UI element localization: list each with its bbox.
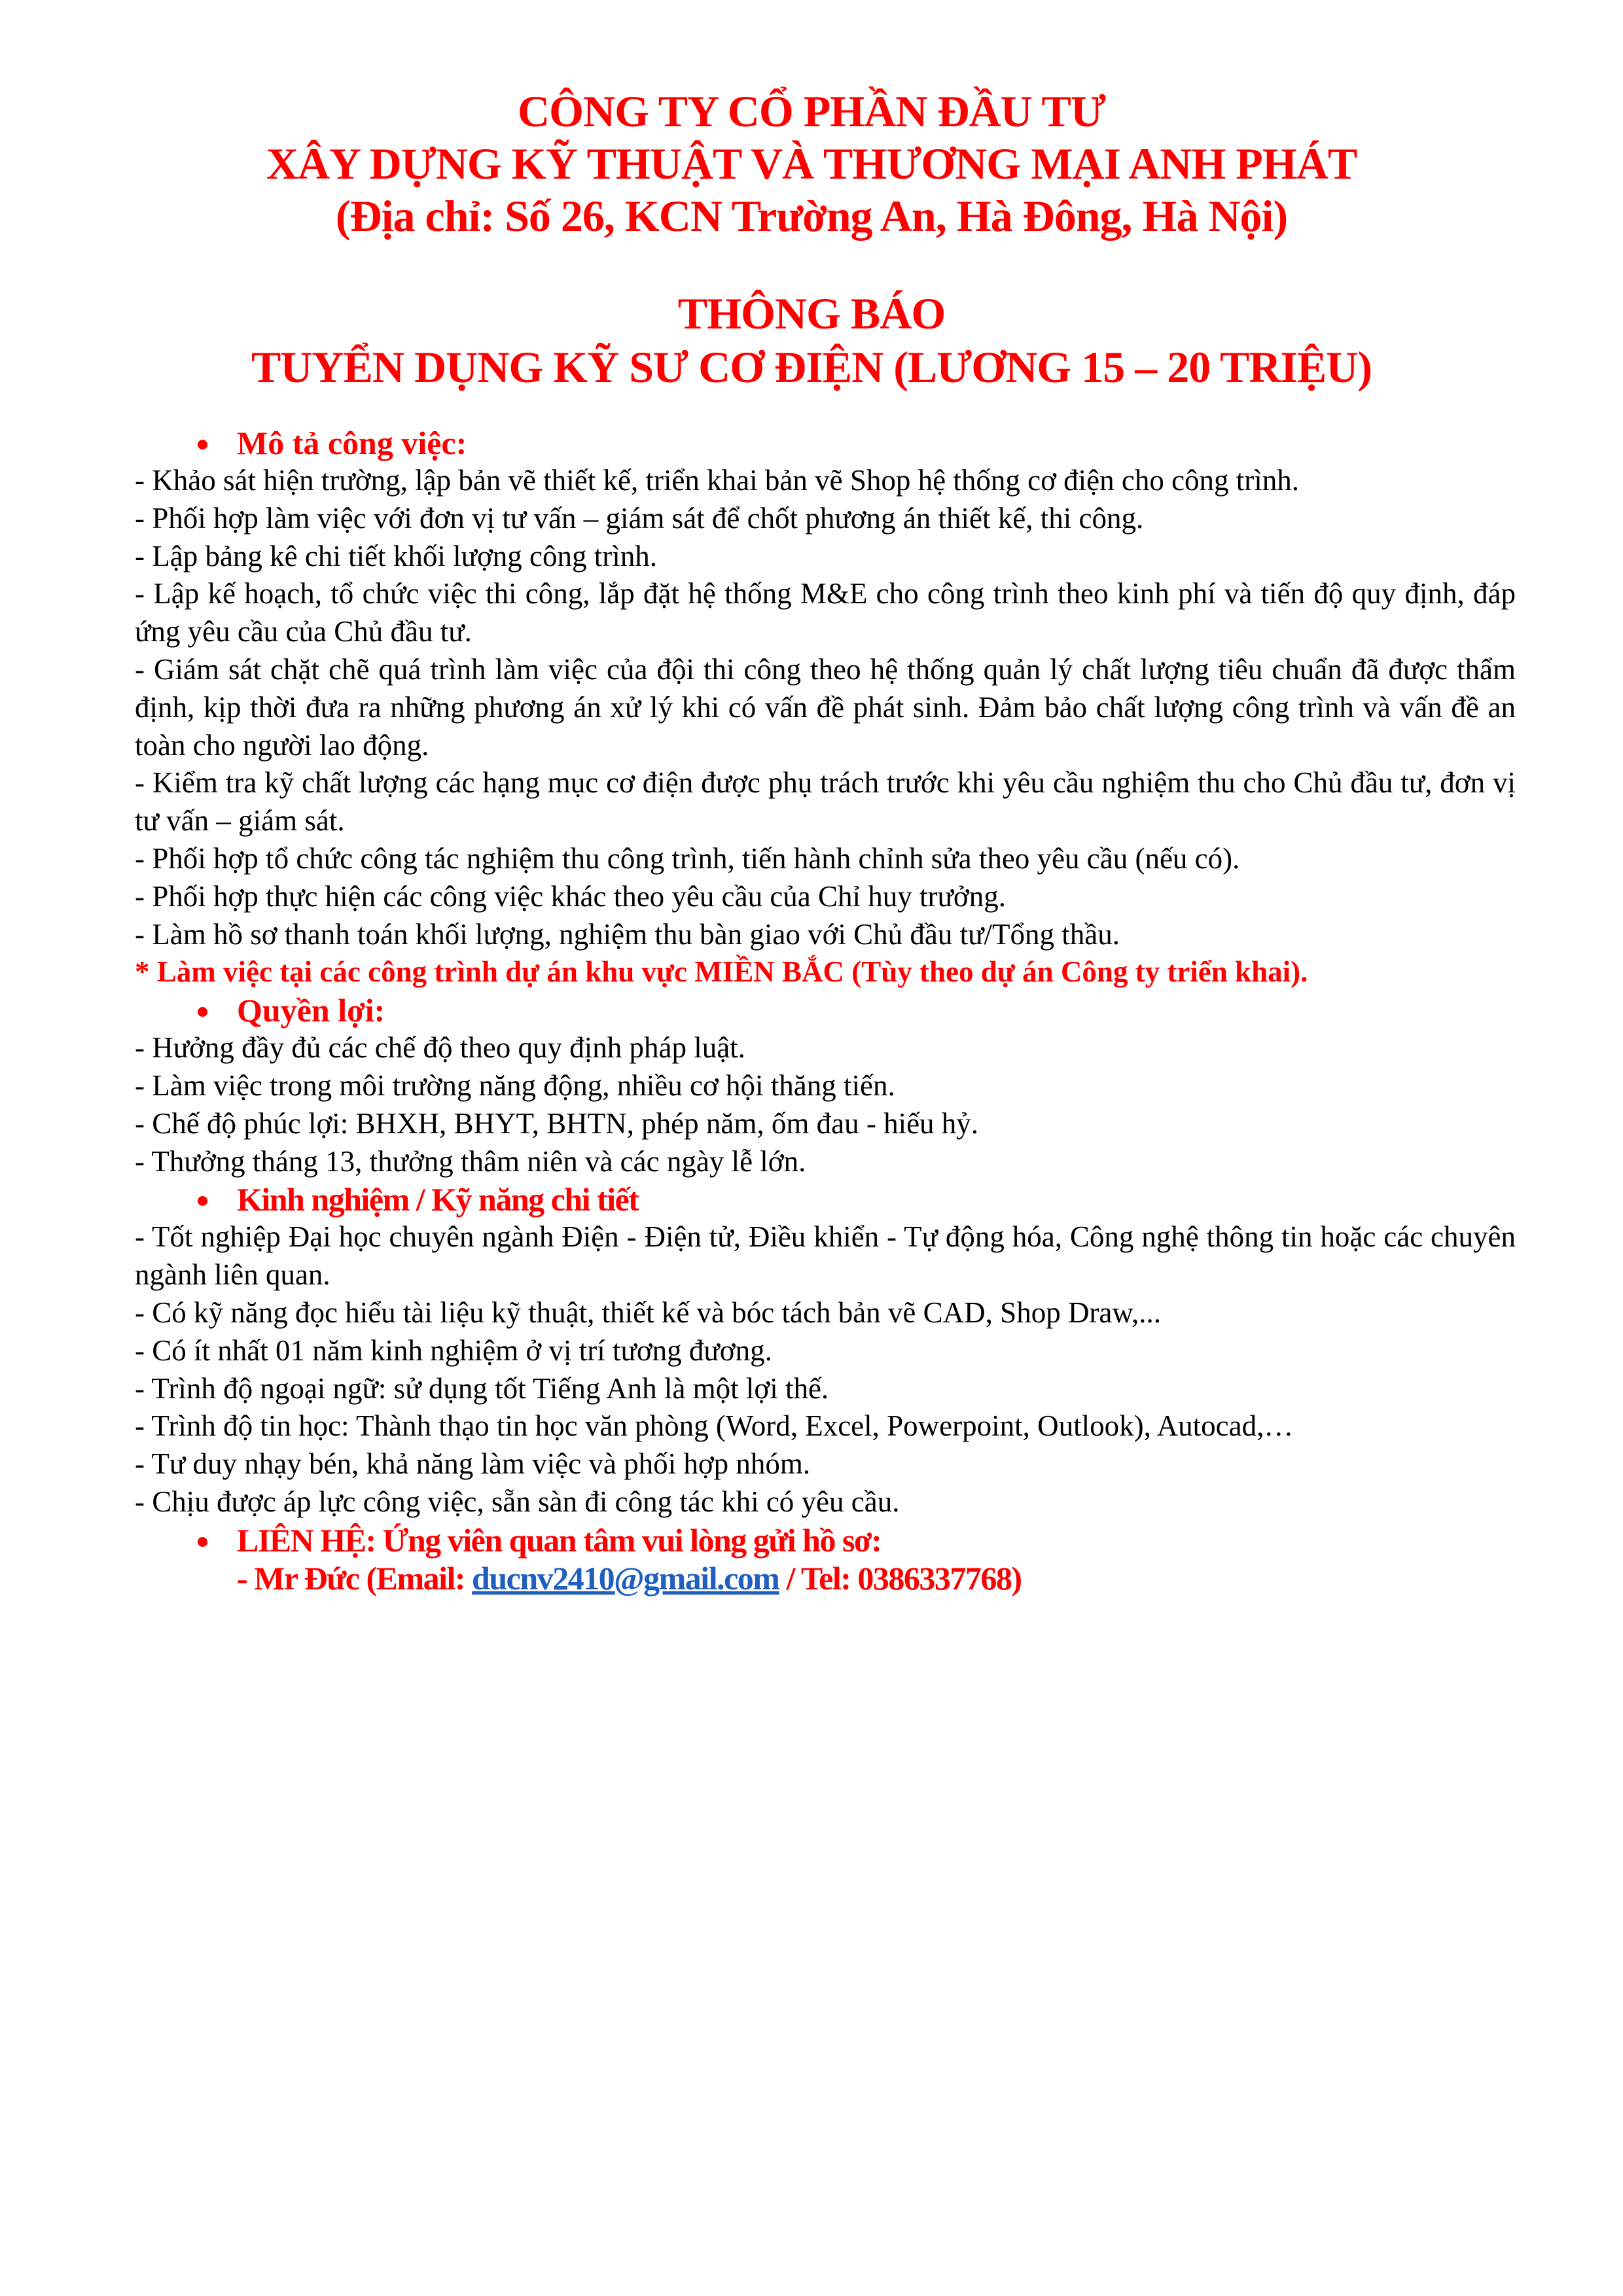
list-item: - Chịu được áp lực công việc, sẵn sàn đi công tác khi có yêu cầu.: [135, 1485, 900, 1518]
bullet-icon: [198, 1537, 207, 1547]
list-item: - Lập bảng kê chi tiết khối lượng công trình.: [135, 539, 658, 573]
list-item: - Kiểm tra kỹ chất lượng các hạng mục cơ điện được phụ trách trước khi yêu cầu nghiệm thu cho Chủ đầu tư, đơn vị tư vấn – giám sát.: [135, 766, 1516, 838]
notice-header: [0, 287, 1623, 394]
company-header: [0, 85, 1623, 242]
contact-name: - Mr Đức (Email:: [237, 1559, 473, 1597]
list-item: - Làm hồ sơ thanh toán khối lượng, nghiệm thu bàn giao với Chủ đầu tư/Tổng thầu.: [135, 917, 1120, 951]
company-name-line-2: XÂY DỰNG KỸ THUẬT VÀ THƯƠNG MẠI ANH PHÁT: [266, 139, 1357, 188]
list-item: - Chế độ phúc lợi: BHXH, BHYT, BHTN, phép năm, ốm đau - hiếu hỷ.: [135, 1106, 979, 1140]
section-heading-benefits: [135, 991, 1516, 1029]
list-item: - Có ít nhất 01 năm kinh nghiệm ở vị trí tương đương.: [135, 1333, 772, 1367]
bullet-icon: [198, 1007, 207, 1017]
notice-subtitle: TUYỂN DỤNG KỸ SƯ CƠ ĐIỆN (LƯƠNG 15 – 20 TRIỆU): [251, 342, 1372, 392]
company-name-line-1: CÔNG TY CỔ PHẦN ĐẦU TƯ: [518, 86, 1105, 136]
list-item: - Thưởng tháng 13, thưởng thâm niên và các ngày lễ lớn.: [135, 1144, 806, 1178]
list-item: - Phối hợp thực hiện các công việc khác theo yêu cầu của Chỉ huy trưởng.: [135, 879, 1006, 913]
section-heading-label: Kinh nghiệm / Kỹ năng chi tiết: [237, 1181, 639, 1218]
list-item: - Khảo sát hiện trường, lập bản vẽ thiết kế, triển khai bản vẽ Shop hệ thống cơ điện cho công trình.: [135, 464, 1300, 497]
notice-title: THÔNG BÁO: [677, 289, 946, 338]
list-item: - Phối hợp làm việc với đơn vị tư vấn – giám sát để chốt phương án thiết kế, thi công.: [135, 501, 1144, 535]
work-location-note: * Làm việc tại các công trình dự án khu vực MIỀN BẮC (Tùy theo dự án Công ty triển khai).: [135, 955, 1308, 989]
bullet-icon: [198, 440, 207, 450]
section-heading-contact: [135, 1521, 1516, 1559]
section-heading-label: Quyền lợi:: [237, 992, 385, 1029]
section-heading-label: Mô tả công việc:: [237, 425, 467, 461]
list-item: - Lập kế hoạch, tổ chức việc thi công, lắp đặt hệ thống M&E cho công trình theo kinh phí và tiến độ quy định, đáp ứng yêu cầu của Chủ đầu tư.: [135, 577, 1516, 648]
company-address: (Địa chỉ: Số 26, KCN Trường An, Hà Đông, Hà Nội): [335, 191, 1288, 241]
list-item: - Tốt nghiệp Đại học chuyên ngành Điện - Điện tử, Điều khiển - Tự động hóa, Công nghệ thông tin hoặc các chuyên ngành liên quan.: [135, 1220, 1516, 1292]
email-link[interactable]: ducnv2410@gmail.com: [472, 1559, 779, 1597]
section-heading-requirements: [135, 1180, 1516, 1218]
list-item: - Trình độ tin học: Thành thạo tin học văn phòng (Word, Excel, Powerpoint, Outlook), Autocad,…: [135, 1409, 1294, 1443]
contact-details: [135, 1559, 1516, 1597]
section-heading-job-description: [135, 424, 1516, 462]
list-item: - Làm việc trong môi trường năng động, nhiều cơ hội thăng tiến.: [135, 1069, 895, 1102]
list-item: - Có kỹ năng đọc hiểu tài liệu kỹ thuật, thiết kế và bóc tách bản vẽ CAD, Shop Draw,...: [135, 1296, 1161, 1329]
list-item: - Trình độ ngoại ngữ: sử dụng tốt Tiếng Anh là một lợi thế.: [135, 1371, 829, 1405]
list-item: - Tư duy nhạy bén, khả năng làm việc và phối hợp nhóm.: [135, 1447, 811, 1481]
list-item: - Hưởng đầy đủ các chế độ theo quy định pháp luật.: [135, 1031, 745, 1065]
contact-phone: / Tel: 0386337768): [779, 1559, 1022, 1597]
section-heading-label: LIÊN HỆ: Ứng viên quan tâm vui lòng gửi hồ sơ:: [237, 1521, 882, 1559]
list-item: - Phối hợp tổ chức công tác nghiệm thu công trình, tiến hành chỉnh sửa theo yêu cầu (nếu có).: [135, 841, 1240, 875]
bullet-icon: [198, 1196, 207, 1206]
document-body: [135, 424, 1516, 1597]
list-item: - Giám sát chặt chẽ quá trình làm việc của đội thi công theo hệ thống quản lý chất lượng tiêu chuẩn đã được thẩm định, kịp thời đưa ra những phương án xử lý khi có vấn đề phát sinh. Đảm bảo chất lượng công trình và vấn đề an toàn cho người lao động.: [135, 652, 1516, 762]
